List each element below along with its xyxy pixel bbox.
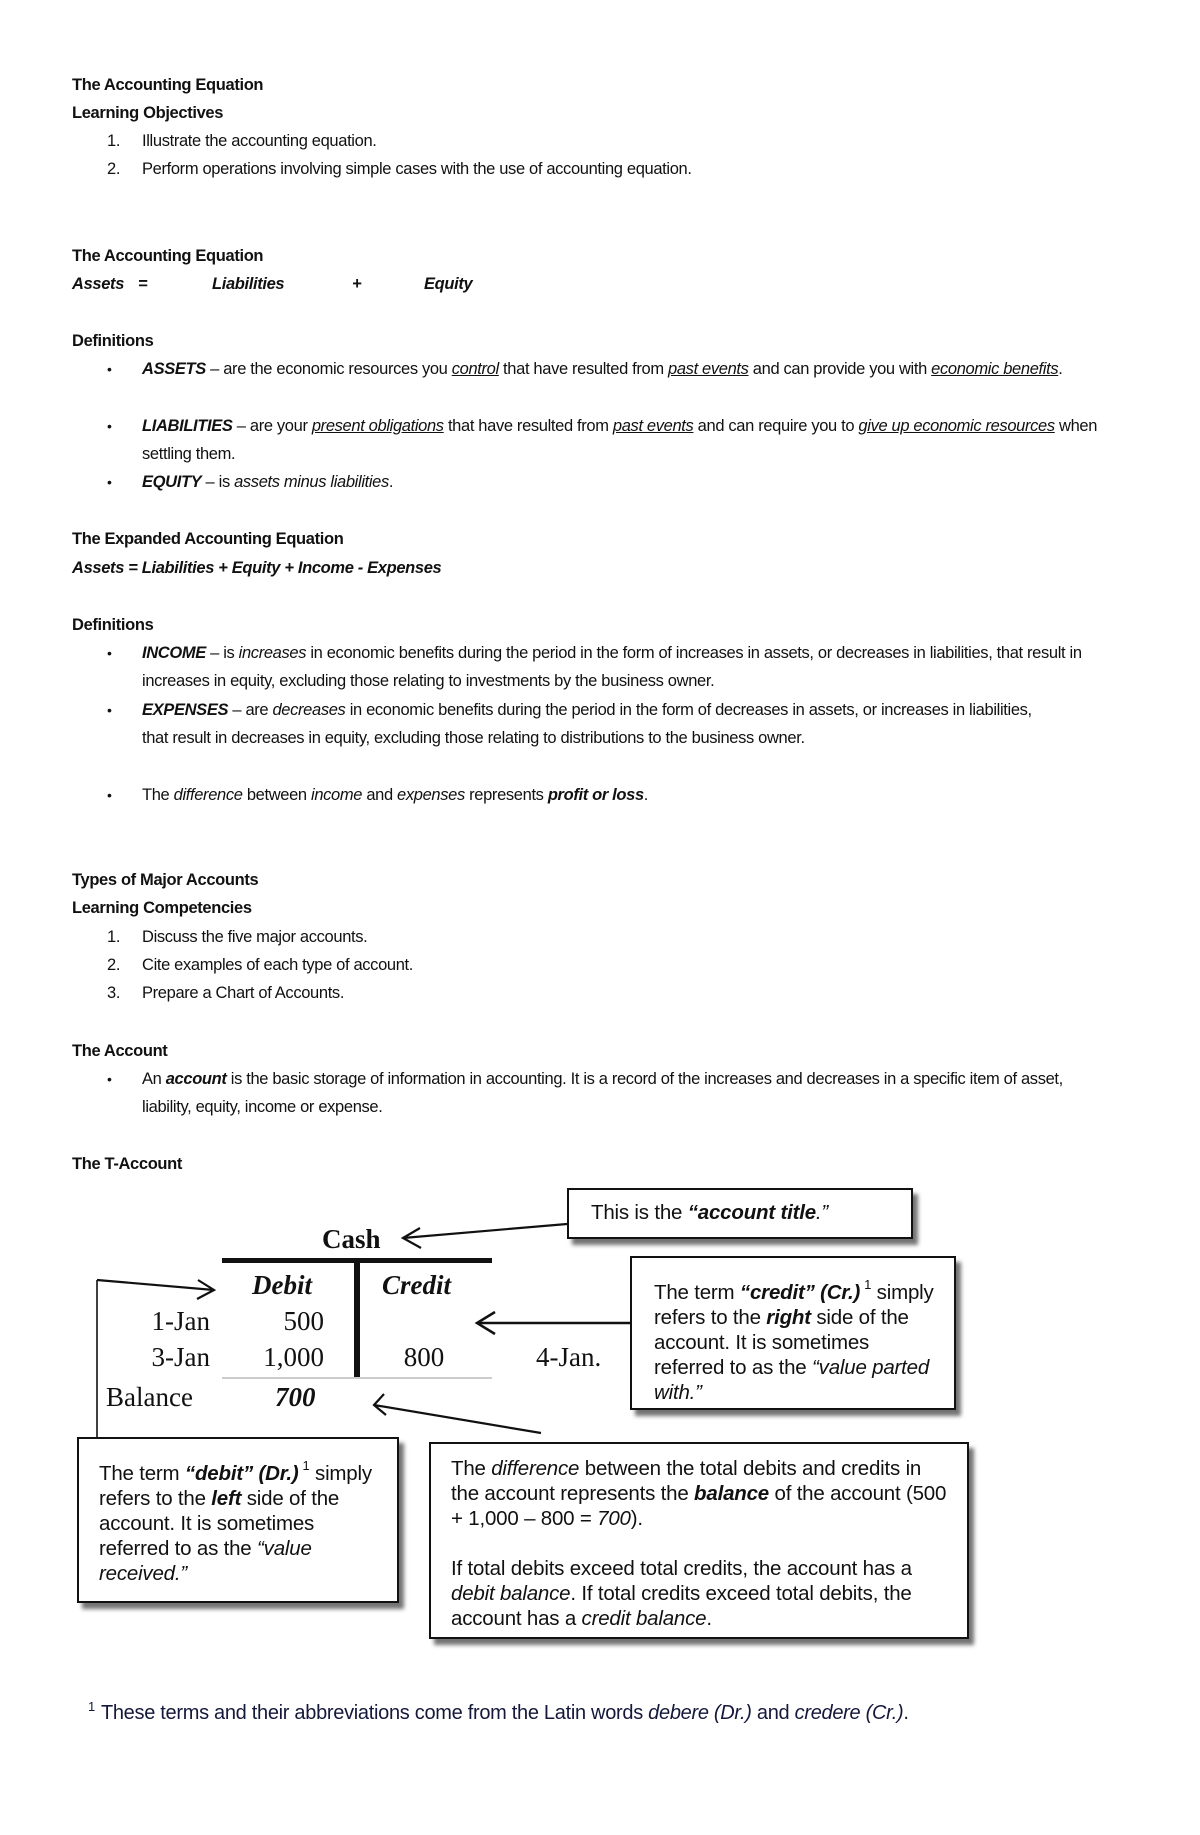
term: INCOME (142, 644, 206, 662)
emphasis: past events (668, 360, 749, 378)
arrow-to-cash-icon (403, 1224, 567, 1248)
learning-objectives-heading: Learning Objectives (72, 104, 224, 122)
emphasis: present obligations (311, 417, 444, 435)
text: and can provide you with (748, 360, 932, 378)
text: when settling them. (142, 417, 1098, 464)
competency-text: Cite examples of each type of account. (142, 956, 414, 974)
callout-account-title (567, 1188, 913, 1239)
account-title-cash: Cash (322, 1224, 381, 1254)
term: EQUITY (142, 473, 202, 491)
emphasis: “value received.” (99, 1537, 312, 1585)
footnote-ref[interactable]: 1 (302, 1458, 310, 1473)
text: An (142, 1070, 166, 1088)
text: – are (228, 701, 273, 719)
objective-text: Perform operations involving simple cases with the use of accounting equation. (142, 160, 692, 178)
equation-equity: Equity (424, 275, 473, 293)
emphasis: “credit” (Cr.) (739, 1281, 861, 1304)
callout-balance (429, 1442, 969, 1639)
text: The term (99, 1462, 185, 1485)
equation-equals: = (138, 275, 148, 293)
types-of-major-accounts-heading: Types of Major Accounts (72, 871, 259, 889)
emphasis: assets minus liabilities (234, 473, 389, 491)
text: in economic benefits during the period in the form of increases in assets, or decreases in liabilities, that result in increases in equity, excluding those relating to investments by the business owner. (142, 644, 1082, 691)
text: The (142, 786, 174, 804)
objective-text: Illustrate the accounting equation. (142, 132, 377, 150)
text: that have resulted from (498, 360, 669, 378)
credit-header: Credit (382, 1270, 452, 1300)
text: These terms and their abbreviations come from the Latin words (100, 1702, 649, 1724)
emphasis: 700 (597, 1507, 631, 1530)
text: that have resulted from (443, 417, 613, 435)
balance-paragraph-1 (451, 1456, 949, 1531)
expanded-equation: Assets = Liabilities + Equity + Income - Expenses (72, 559, 442, 577)
text: . (1058, 360, 1063, 378)
list-number: 1. (107, 928, 121, 946)
bullet-icon: • (107, 787, 112, 803)
text: and can require you to (693, 417, 859, 435)
text: simply refers to the (654, 1281, 934, 1329)
row-credit-date: 4-Jan. (536, 1342, 602, 1372)
emphasis: left (211, 1487, 242, 1510)
text: . (706, 1607, 712, 1630)
text: . (643, 786, 648, 804)
text: represents (464, 786, 548, 804)
emphasis: credere (Cr.) (794, 1702, 904, 1724)
bullet-icon: • (107, 418, 112, 434)
emphasis: debere (Dr.) (648, 1702, 752, 1724)
equation-plus: + (352, 275, 362, 293)
text: – are your (232, 417, 312, 435)
list-number: 2. (107, 160, 121, 178)
emphasis: credit balance (581, 1607, 707, 1630)
emphasis: income (311, 786, 363, 804)
footnote (88, 1688, 988, 1732)
emphasis: past events (612, 417, 694, 435)
emphasis: profit or loss (547, 786, 644, 804)
balance-value: 700 (275, 1382, 316, 1412)
emphasis: right (766, 1306, 811, 1329)
section-title-accounting-equation-2: The Accounting Equation (72, 247, 264, 265)
arrow-to-balance-icon (374, 1394, 541, 1433)
emphasis: control (451, 360, 499, 378)
emphasis: difference (491, 1457, 580, 1480)
text: side of the account. It is sometimes referred to as the (654, 1306, 909, 1379)
equation-liabilities: Liabilities (212, 275, 285, 293)
row-debit: 500 (283, 1306, 324, 1336)
term: ASSETS (142, 360, 206, 378)
text: . (388, 473, 394, 491)
emphasis: “value parted with (654, 1356, 930, 1404)
list-number: 2. (107, 956, 121, 974)
emphasis: economic benefits (931, 360, 1059, 378)
row-date: 3-Jan (151, 1342, 210, 1372)
footnote-ref[interactable]: 1 (864, 1277, 872, 1292)
bullet-icon: • (107, 1071, 112, 1087)
text: is the basic storage of information in accounting. It is a record of the increases and decreases in a specific item of asset, liability, equity, income or expense. (142, 1070, 1063, 1117)
emphasis: difference (173, 786, 243, 804)
text: . If total credits exceed total debits, the account has a (451, 1582, 912, 1630)
bullet-icon: • (107, 702, 112, 718)
text: and (362, 786, 398, 804)
text: simply refers to the (99, 1462, 372, 1510)
term: EXPENSES (142, 701, 229, 719)
bullet-icon: • (107, 645, 112, 661)
text: .” (689, 1381, 702, 1404)
emphasis: account (165, 1070, 227, 1088)
text: between the total debits and credits in the account represents the (451, 1457, 922, 1505)
bullet-icon: • (107, 361, 112, 377)
text: – is (201, 473, 235, 491)
emphasis: give up economic resources (858, 417, 1055, 435)
t-account-heading: The T-Account (72, 1155, 183, 1173)
text: ). (630, 1507, 643, 1530)
text: If total debits exceed total credits, the account has a (451, 1557, 912, 1580)
text: This is the (591, 1201, 688, 1224)
term: LIABILITIES (142, 417, 233, 435)
list-number: 1. (107, 132, 121, 150)
balance-label: Balance (106, 1382, 193, 1412)
emphasis: “account title (687, 1201, 816, 1224)
row-credit: 800 (403, 1342, 445, 1372)
section-title-accounting-equation: The Accounting Equation (72, 76, 264, 94)
text: of the account (500 + 1,000 – 800 = (451, 1482, 947, 1530)
text: – are the economic resources you (205, 360, 452, 378)
expanded-equation-heading: The Expanded Accounting Equation (72, 530, 344, 548)
text: . (903, 1702, 909, 1724)
learning-competencies-heading: Learning Competencies (72, 899, 252, 917)
emphasis: expenses (397, 786, 465, 804)
debit-header: Debit (252, 1270, 312, 1300)
the-account-heading: The Account (72, 1042, 168, 1060)
emphasis: increases (238, 644, 307, 662)
text: .” (815, 1201, 829, 1224)
callout-credit (630, 1256, 956, 1410)
definitions-heading: Definitions (72, 332, 154, 350)
arrow-to-credit-icon (477, 1312, 631, 1334)
callout-debit (77, 1437, 399, 1603)
text: side of the account. It is sometimes referred to as the (99, 1487, 340, 1560)
competency-text: Discuss the five major accounts. (142, 928, 368, 946)
text: in economic benefits during the period in the form of decreases in assets, or increases in liabilities, that result in decreases in equity, excluding those relating to distributions to the business owner. (142, 701, 1032, 748)
equation-assets: Assets (72, 275, 125, 293)
emphasis: decreases (272, 701, 346, 719)
emphasis: debit balance (451, 1582, 571, 1605)
footnote-marker: 1 (88, 1699, 95, 1714)
emphasis: balance (694, 1482, 769, 1505)
row-debit: 1,000 (263, 1342, 324, 1372)
bullet-icon: • (107, 474, 112, 490)
definitions-heading-2: Definitions (72, 616, 154, 634)
text: and (751, 1702, 795, 1724)
list-number: 3. (107, 984, 121, 1002)
competency-text: Prepare a Chart of Accounts. (142, 984, 345, 1002)
text: – is (205, 644, 239, 662)
row-date: 1-Jan (151, 1306, 210, 1336)
text: between (242, 786, 311, 804)
text: The (451, 1457, 492, 1480)
balance-paragraph-2 (451, 1556, 949, 1631)
text: The term (654, 1281, 740, 1304)
emphasis: “debit” (Dr.) (184, 1462, 299, 1485)
